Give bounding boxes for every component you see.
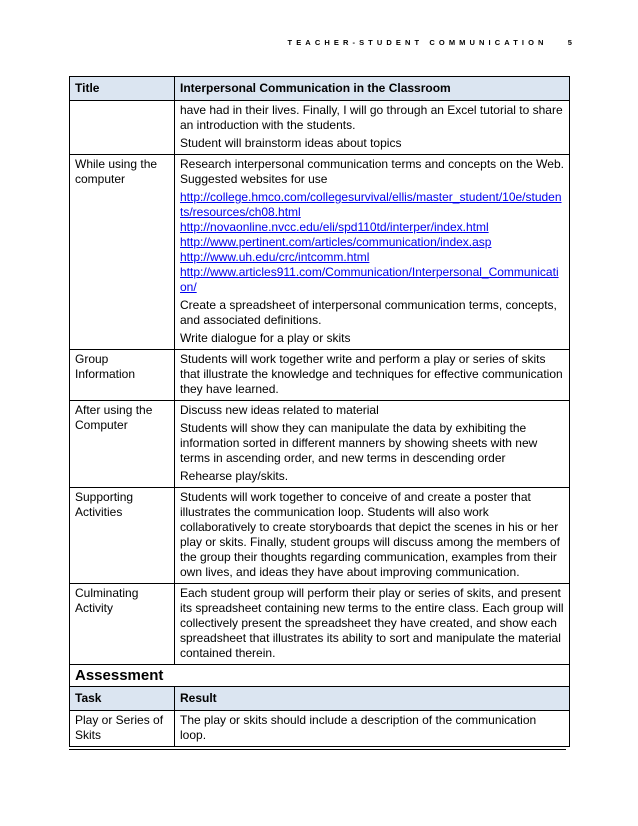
- assessment-header-row: [70, 687, 570, 711]
- table-row-after-using: [70, 401, 570, 488]
- running-header: [288, 38, 576, 47]
- table-row-culminating: [70, 584, 570, 665]
- supporting-text: Students will work together to conceive of and create a poster that illustrates the communication loop. Students will also work collaboratively to create storyboards that depict the scenes in his or her play or skits. Finally, student groups will discuss among the members of the group their thoughts regarding communication, examples from their own lives, and ideas they have about improving communication.: [180, 490, 560, 579]
- while-using-label: While using the computer: [70, 155, 175, 350]
- while-using-text-3: Write dialogue for a play or skits: [180, 331, 351, 345]
- after-using-content: [175, 401, 570, 488]
- assessment-title: Assessment: [70, 665, 570, 687]
- intro-text-2: Student will brainstorm ideas about topics: [180, 136, 402, 150]
- intro-content-cell: [175, 101, 570, 155]
- result-header: Result: [175, 687, 570, 711]
- website-link-1[interactable]: http://college.hmco.com/collegesurvival/ellis/master_student/10e/students/resources/ch08.html: [180, 190, 562, 219]
- after-using-text-2: Students will show they can manipulate the data by exhibiting the information sorted in different manners by showing sheets with new terms in ascending order, and new terms in descending order: [180, 421, 538, 465]
- running-title: TEACHER-STUDENT COMMUNICATION: [287, 38, 548, 47]
- table-row-supporting: [70, 488, 570, 584]
- supporting-content: [175, 488, 570, 584]
- supporting-label: Supporting Activities: [70, 488, 175, 584]
- website-link-3[interactable]: http://www.pertinent.com/articles/communication/index.asp: [180, 235, 492, 249]
- task-header: Task: [70, 687, 175, 711]
- lesson-plan-table: [69, 76, 570, 747]
- table-row-assessment: [70, 711, 570, 747]
- while-using-content: [175, 155, 570, 350]
- group-text: Students will work together write and perform a play or series of skits that illustrate the knowledge and techniques for effective communication they have learned.: [180, 352, 563, 396]
- table-row-group: [70, 350, 570, 401]
- website-link-5[interactable]: http://www.articles911.com/Communication/Interpersonal_Communication/: [180, 265, 559, 294]
- website-links: [180, 190, 564, 295]
- while-using-text-2: Create a spreadsheet of interpersonal communication terms, concepts, and associated definitions.: [180, 298, 557, 327]
- culminating-text: Each student group will perform their play or series of skits, and present its spreadsheet containing new terms to the entire class. Each group will collectively present the spreadsheet they have created, and show each spreadsheet that illustrates its ability to sort and manipulate the material contained therein.: [180, 586, 564, 660]
- website-link-4[interactable]: http://www.uh.edu/crc/intcomm.html: [180, 250, 370, 264]
- intro-text-1: have had in their lives. Finally, I will go through an Excel tutorial to share an introduction with the students.: [180, 103, 563, 132]
- while-using-text-1: Research interpersonal communication terms and concepts on the Web. Suggested websites for use: [180, 157, 564, 186]
- header-title-cell: Title: [70, 77, 175, 101]
- assessment-section-row: [70, 665, 570, 687]
- assessment-result-cell: [175, 711, 570, 747]
- assessment-task-cell: Play or Series of Skits: [70, 711, 175, 747]
- group-label: Group Information: [70, 350, 175, 401]
- table-header-row: [70, 77, 570, 101]
- footer-rule: [69, 749, 566, 750]
- table-row-intro: [70, 101, 570, 155]
- page-number: 5: [567, 38, 576, 47]
- after-using-text-1: Discuss new ideas related to material: [180, 403, 379, 417]
- after-using-label: After using the Computer: [70, 401, 175, 488]
- assessment-result-text: The play or skits should include a description of the communication loop.: [180, 713, 537, 742]
- group-content: [175, 350, 570, 401]
- after-using-text-3: Rehearse play/skits.: [180, 469, 289, 483]
- culminating-content: [175, 584, 570, 665]
- table-row-while-using: [70, 155, 570, 350]
- intro-label-cell: [70, 101, 175, 155]
- website-link-2[interactable]: http://novaonline.nvcc.edu/eli/spd110td/interper/index.html: [180, 220, 489, 234]
- culminating-label: Culminating Activity: [70, 584, 175, 665]
- header-topic-cell: Interpersonal Communication in the Classroom: [175, 77, 570, 101]
